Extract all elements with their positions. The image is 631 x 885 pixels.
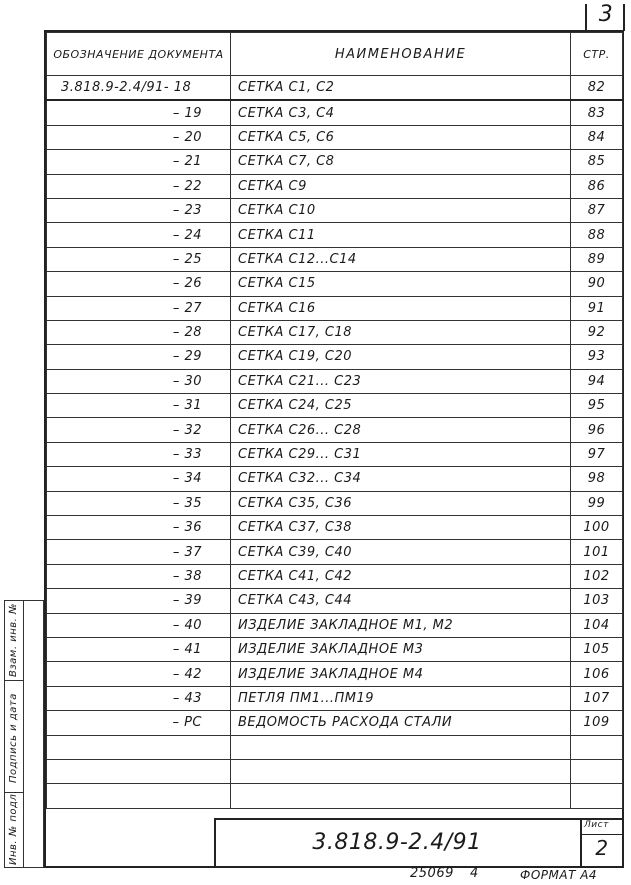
footer-copy: 4 xyxy=(470,866,479,881)
table-row xyxy=(47,223,623,247)
table-row xyxy=(47,320,623,344)
row-code: – 21 xyxy=(47,150,231,174)
row-page xyxy=(571,735,623,759)
sheet-cell-divider xyxy=(580,834,624,835)
row-name: СЕТКА С15 xyxy=(231,272,571,296)
table-row xyxy=(47,369,623,393)
table-row xyxy=(47,686,623,710)
row-page: 84 xyxy=(571,125,623,149)
margin-stamp xyxy=(4,600,44,868)
row-name: СЕТКА С12...С14 xyxy=(231,247,571,271)
row-name: СЕТКА С9 xyxy=(231,174,571,198)
row-code: – 38 xyxy=(47,564,231,588)
row-code xyxy=(47,735,231,759)
row-name: СЕТКА С11 xyxy=(231,223,571,247)
row-code: – 35 xyxy=(47,491,231,515)
row-page: 90 xyxy=(571,272,623,296)
stamp-inv-orig: Инв. № подл. xyxy=(8,790,19,865)
sheet-tab-number: 3 xyxy=(598,2,614,27)
sheet-number: 2 xyxy=(595,836,609,860)
row-code: – 34 xyxy=(47,467,231,491)
table-row xyxy=(47,198,623,222)
row-page: 102 xyxy=(571,564,623,588)
row-code: – 23 xyxy=(47,198,231,222)
row-code: – 32 xyxy=(47,418,231,442)
row-name: СЕТКА С1, С2 xyxy=(231,76,571,101)
row-page: 94 xyxy=(571,369,623,393)
row-page: 97 xyxy=(571,442,623,466)
row-name: ПЕТЛЯ ПМ1...ПМ19 xyxy=(231,686,571,710)
row-code xyxy=(47,759,231,783)
row-name: СЕТКА С19, С20 xyxy=(231,345,571,369)
row-code: – 37 xyxy=(47,540,231,564)
table-row xyxy=(47,150,623,174)
table-row xyxy=(47,637,623,661)
row-page: 109 xyxy=(571,711,623,735)
row-code: – 41 xyxy=(47,637,231,661)
row-code: – 22 xyxy=(47,174,231,198)
row-page: 89 xyxy=(571,247,623,271)
row-page: 103 xyxy=(571,589,623,613)
row-code: – 31 xyxy=(47,394,231,418)
row-name: СЕТКА С37, С38 xyxy=(231,516,571,540)
table-row xyxy=(47,564,623,588)
row-code: – 24 xyxy=(47,223,231,247)
table-row xyxy=(47,540,623,564)
table-row xyxy=(47,613,623,637)
table-row xyxy=(47,296,623,320)
sheet-label: Лист xyxy=(584,820,609,830)
row-page: 85 xyxy=(571,150,623,174)
row-name: СЕТКА С7, С8 xyxy=(231,150,571,174)
row-code: – 33 xyxy=(47,442,231,466)
footer-format: ФОРМАТ А4 xyxy=(520,868,598,882)
row-name: СЕТКА С39, С40 xyxy=(231,540,571,564)
row-name: СЕТКА С41, С42 xyxy=(231,564,571,588)
stamp-replace-inv: Взам. инв. № xyxy=(8,603,19,677)
stamp-sign-date: Подпись и дата xyxy=(8,693,19,783)
row-page: 100 xyxy=(571,516,623,540)
row-page: 95 xyxy=(571,394,623,418)
row-code: – 26 xyxy=(47,272,231,296)
row-name: СЕТКА С3, С4 xyxy=(231,100,571,125)
row-page: 83 xyxy=(571,100,623,125)
row-name: СЕТКА С5, С6 xyxy=(231,125,571,149)
row-page xyxy=(571,759,623,783)
table-row xyxy=(47,418,623,442)
row-page: 107 xyxy=(571,686,623,710)
row-name: СЕТКА С43, С44 xyxy=(231,589,571,613)
table-row xyxy=(47,589,623,613)
table-row xyxy=(47,491,623,515)
row-code: – 40 xyxy=(47,613,231,637)
table-row xyxy=(47,516,623,540)
row-code: – 29 xyxy=(47,345,231,369)
header-code: ОБОЗНАЧЕНИЕ ДОКУМЕНТА xyxy=(47,33,231,76)
row-name: СЕТКА С32... С34 xyxy=(231,467,571,491)
table-row xyxy=(47,272,623,296)
table-row xyxy=(47,442,623,466)
table-row xyxy=(47,711,623,735)
table-row xyxy=(47,345,623,369)
row-code: – 27 xyxy=(47,296,231,320)
row-page: 86 xyxy=(571,174,623,198)
row-page: 99 xyxy=(571,491,623,515)
footer-number: 25069 xyxy=(410,866,454,881)
row-name: СЕТКА С17, С18 xyxy=(231,320,571,344)
row-page: 88 xyxy=(571,223,623,247)
row-code: – 25 xyxy=(47,247,231,271)
row-page xyxy=(571,784,623,808)
row-page: 91 xyxy=(571,296,623,320)
row-code: – 28 xyxy=(47,320,231,344)
row-name: СЕТКА С26... С28 xyxy=(231,418,571,442)
row-page: 87 xyxy=(571,198,623,222)
row-name xyxy=(231,735,571,759)
table-row xyxy=(47,174,623,198)
row-name: СЕТКА С16 xyxy=(231,296,571,320)
table-row xyxy=(47,467,623,491)
table-row xyxy=(47,394,623,418)
table-row xyxy=(47,100,623,125)
row-code: – РС xyxy=(47,711,231,735)
table-row xyxy=(47,125,623,149)
row-name xyxy=(231,759,571,783)
row-code: – 43 xyxy=(47,686,231,710)
row-page: 96 xyxy=(571,418,623,442)
table-row xyxy=(47,247,623,271)
table-row xyxy=(47,759,623,783)
row-name: ИЗДЕЛИЕ ЗАКЛАДНОЕ М3 xyxy=(231,637,571,661)
row-code: – 19 xyxy=(47,100,231,125)
row-code: – 42 xyxy=(47,662,231,686)
contents-table xyxy=(46,32,623,809)
row-page: 101 xyxy=(571,540,623,564)
row-page: 106 xyxy=(571,662,623,686)
table-row xyxy=(47,784,623,808)
row-name: ИЗДЕЛИЕ ЗАКЛАДНОЕ М1, М2 xyxy=(231,613,571,637)
row-page: 98 xyxy=(571,467,623,491)
row-code xyxy=(47,784,231,808)
row-code: – 36 xyxy=(47,516,231,540)
row-name: СЕТКА С35, С36 xyxy=(231,491,571,515)
row-code: – 20 xyxy=(47,125,231,149)
table-row xyxy=(47,76,623,101)
header-name: НАИМЕНОВАНИЕ xyxy=(231,33,571,76)
row-name: СЕТКА С10 xyxy=(231,198,571,222)
row-name xyxy=(231,784,571,808)
row-page: 92 xyxy=(571,320,623,344)
row-name: СЕТКА С21... С23 xyxy=(231,369,571,393)
row-page: 93 xyxy=(571,345,623,369)
table-row xyxy=(47,662,623,686)
row-name: СЕТКА С24, С25 xyxy=(231,394,571,418)
table-header-row xyxy=(47,33,623,76)
row-name: ИЗДЕЛИЕ ЗАКЛАДНОЕ М4 xyxy=(231,662,571,686)
row-code: – 39 xyxy=(47,589,231,613)
row-name: ВЕДОМОСТЬ РАСХОДА СТАЛИ xyxy=(231,711,571,735)
header-page: СТР. xyxy=(571,33,623,76)
row-code: – 30 xyxy=(47,369,231,393)
table-row xyxy=(47,735,623,759)
stamp-divider xyxy=(23,601,24,867)
row-page: 104 xyxy=(571,613,623,637)
row-name: СЕТКА С29... С31 xyxy=(231,442,571,466)
row-page: 82 xyxy=(571,76,623,101)
row-code: 3.818.9-2.4/91- 18 xyxy=(47,76,231,101)
document-code: 3.818.9-2.4/91 xyxy=(312,830,482,855)
row-page: 105 xyxy=(571,637,623,661)
